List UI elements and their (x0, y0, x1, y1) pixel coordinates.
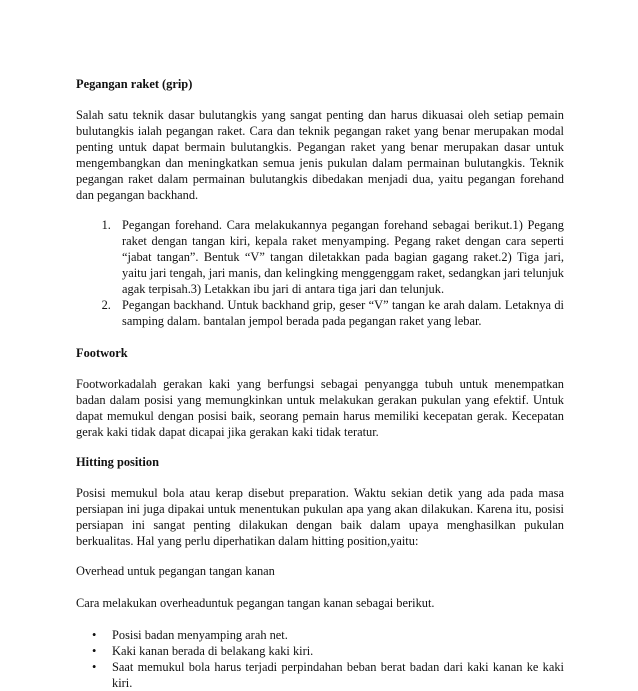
overhead-title: Overhead untuk pegangan tangan kanan (76, 564, 275, 578)
bullet-icon: • (92, 660, 97, 674)
bullet-icon: • (92, 628, 97, 642)
grip-paragraph: Salah satu teknik dasar bulutangkis yang sangat penting dan harus dikuasai oleh setiap pemain bulutangkis ialah pegangan raket. Cara dan teknik pegangan raket yang benar merupakan modal penting untuk dapat bermain bulutangkis. Pegangan raket yang benar merupakan dasar untuk mengembangkan dan meningkatkan semua jenis pukulan dalam permainan bulutangkis. Teknik pegangan raket dalam permainan bulutangkis dibedakan menjadi dua, yaitu pegangan forehand dan pegangan backhand. (76, 108, 564, 202)
bullet-text: Kaki kanan berada di belakang kaki kiri. (112, 644, 314, 658)
list-item (92, 659, 564, 691)
document-page (76, 70, 564, 691)
list-item (92, 643, 564, 659)
overhead-bullets (76, 627, 564, 691)
grip-heading: Pegangan raket (grip) (76, 77, 193, 91)
list-item-forehand: 1. Pegangan forehand. Cara melakukannya pegangan forehand sebagai berikut.1) Pegang raket dengan tangan kiri, kepala raket menyamping. Pegang raket dengan cara seperti “jabat tangan”. Bentuk “V” tangan diletakkan pada bagian gagang raket.2) Tiga jari, yaitu jari tengah, jari manis, dan kelingking menggenggam raket, sedangkan jari telunjuk agak terpisah.3) Letakkan ibu jari di antara tiga jari dan telunjuk. (114, 217, 564, 297)
footwork-paragraph: Footworkadalah gerakan kaki yang berfungsi sebagai penyangga tubuh untuk menempatkan badan dalam posisi yang memungkinkan untuk melakukan gerakan pukulan yang efektif. Untuk dapat memukul dengan posisi baik, seorang pemain harus memiliki kecepatan gerak. Kecepatan gerak kaki tidak dapat dicapai jika gerakan kaki tidak teratur. (76, 377, 564, 439)
list-item-backhand: 2. Pegangan backhand. Untuk backhand grip, geser “V” tangan ke arah dalam. Letaknya di samping dalam. bantalan jempol berada pada pegangan raket yang lebar. (114, 297, 564, 329)
overhead-intro: Cara melakukan overheaduntuk pegangan tangan kanan sebagai berikut. (76, 596, 435, 610)
bullet-icon: • (92, 644, 97, 658)
list-item (92, 627, 564, 643)
bullet-text: Saat memukul bola harus terjadi perpindahan beban berat badan dari kaki kanan ke kaki kiri. (112, 660, 564, 690)
hitting-paragraph: Posisi memukul bola atau kerap disebut preparation. Waktu sekian detik yang ada pada masa persiapan ini juga dipakai untuk menentukan pukulan apa yang akan dilakukan. Karena itu, posisi persiapan ini sangat penting dilakukan dengan baik dalam upaya menghasilkan pukulan berkualitas. Hal yang perlu diperhatikan dalam hitting position,yaitu: (76, 486, 564, 548)
footwork-heading: Footwork (76, 346, 128, 360)
hitting-heading: Hitting position (76, 455, 159, 469)
bullet-text: Posisi badan menyamping arah net. (112, 628, 288, 642)
grip-list (76, 217, 564, 329)
